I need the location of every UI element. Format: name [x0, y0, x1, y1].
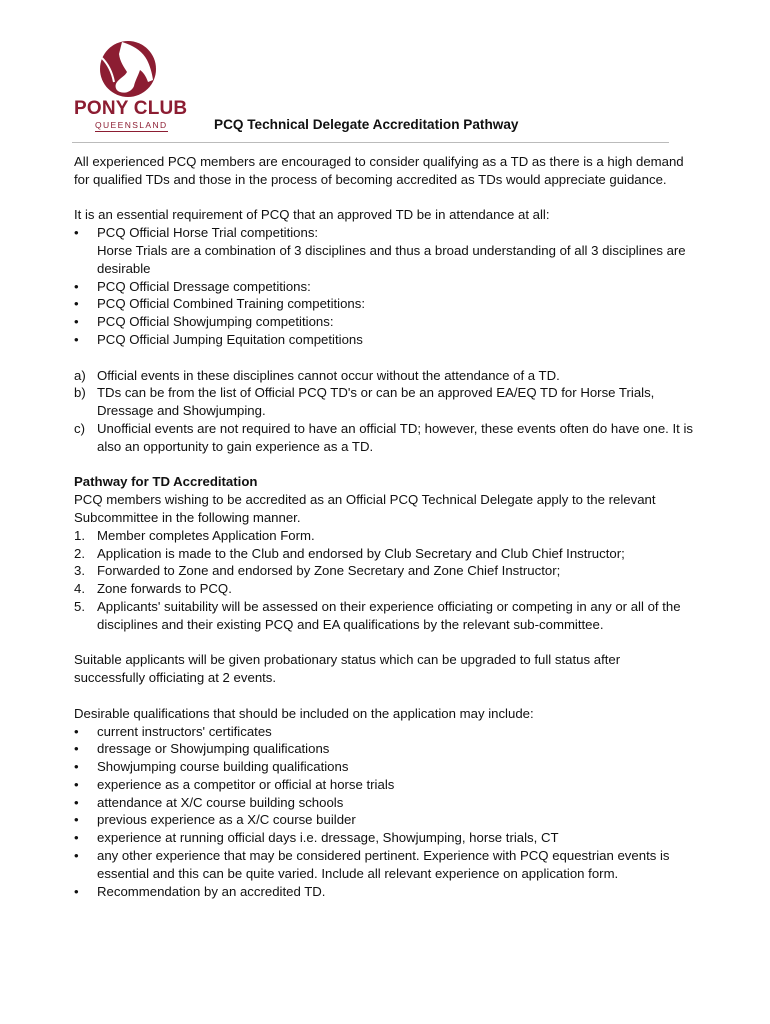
logo-wordmark: PONY CLUB: [74, 98, 188, 119]
bullet: •: [74, 883, 79, 899]
bullet: •: [74, 830, 79, 846]
list-marker: b): [74, 385, 86, 401]
list-item: [74, 367, 694, 385]
pony-club-logo: [72, 36, 190, 132]
list-item: [74, 562, 694, 580]
list-item-text: current instructors' certificates: [97, 723, 272, 739]
list-item-text: Applicants' suitability will be assessed on their experience officiating or competing in any or all of the disciplines and their existing PCQ and EA qualifications by the relevant sub-committee.: [97, 598, 681, 632]
list-marker: 3.: [74, 563, 85, 579]
list-item: [74, 847, 694, 883]
bullet: •: [74, 296, 79, 312]
horse-trials-note: Horse Trials are a combination of 3 disciplines and thus a broad understanding of all 3 disciplines are desirable: [97, 242, 686, 276]
requirement-list: [74, 224, 694, 349]
bullet: •: [74, 225, 79, 241]
horse-head-icon: [72, 36, 190, 98]
list-item-text: experience as a competitor or official at horse trials: [97, 776, 395, 792]
list-item: [74, 883, 694, 901]
bullet: •: [74, 776, 79, 792]
bullet: •: [74, 759, 79, 775]
list-item-text: Unofficial events are not required to have an official TD; however, these events often do have one. It is also an opportunity to gain experience as a TD.: [97, 420, 693, 454]
bullet: •: [74, 741, 79, 757]
list-item: [74, 278, 694, 296]
pathway-steps: [74, 527, 694, 634]
list-item-text: any other experience that may be considered pertinent. Experience with PCQ equestrian events is essential and this can be quite varied. Include all relevant experience on application form.: [97, 848, 670, 881]
list-item-text: previous experience as a X/C course builder: [97, 812, 356, 828]
section-heading: Pathway for TD Accreditation: [74, 474, 258, 490]
list-item-text: TDs can be from the list of Official PCQ TD's or can be an approved EA/EQ TD for Horse Trials, Dressage and Showjumping.: [97, 385, 655, 419]
list-item-text: Showjumping course building qualifications: [97, 759, 349, 775]
list-item-text: experience at running official days i.e. dressage, Showjumping, horse trials, CT: [97, 830, 559, 846]
title-divider: [72, 142, 669, 143]
bullet: •: [74, 278, 79, 294]
list-marker: 1.: [74, 527, 85, 543]
list-item-text: PCQ Official Showjumping competitions:: [97, 314, 334, 330]
notes-list: [74, 367, 694, 456]
list-item-text: PCQ Official Dressage competitions:: [97, 278, 311, 294]
list-item: [74, 580, 694, 598]
list-item: [74, 811, 694, 829]
bullet: •: [74, 331, 79, 347]
bullet: •: [74, 812, 79, 828]
list-item-text: attendance at X/C course building schools: [97, 794, 344, 810]
document-body: [74, 153, 694, 900]
bullet: •: [74, 723, 79, 739]
list-marker: 5.: [74, 598, 85, 614]
list-item-text: Official events in these disciplines cannot occur without the attendance of a TD.: [97, 367, 560, 383]
list-item: [74, 384, 694, 420]
list-marker: c): [74, 420, 85, 436]
list-item-text: Application is made to the Club and endorsed by Club Secretary and Club Chief Instructor;: [97, 545, 625, 561]
list-item: [74, 527, 694, 545]
list-item: [74, 295, 694, 313]
probation-paragraph: Suitable applicants will be given probationary status which can be upgraded to full status after successfully officiating at 2 events.: [74, 652, 621, 686]
list-item-text: PCQ Official Horse Trial competitions:: [97, 225, 319, 241]
qualifications-list: [74, 723, 694, 901]
list-marker: a): [74, 367, 86, 383]
logo-subtitle: QUEENSLAND: [95, 120, 168, 130]
list-item-text: Forwarded to Zone and endorsed by Zone Secretary and Zone Chief Instructor;: [97, 563, 561, 579]
bullet: •: [74, 848, 79, 864]
list-item: [74, 420, 694, 456]
list-item: [74, 723, 694, 741]
list-item-text: PCQ Official Jumping Equitation competitions: [97, 331, 363, 347]
bullet: •: [74, 794, 79, 810]
list-item: [74, 794, 694, 812]
list-marker: 2.: [74, 545, 85, 561]
bullet: •: [74, 314, 79, 330]
list-item: [74, 758, 694, 776]
list-item: [74, 740, 694, 758]
list-item: [74, 331, 694, 349]
intro-paragraph: All experienced PCQ members are encouraged to consider qualifying as a TD as there is a high demand for qualified TDs and those in the process of becoming accredited as TDs would appreciate guidance.: [74, 154, 684, 187]
list-item-text: Zone forwards to PCQ.: [97, 581, 232, 597]
list-item: [74, 598, 694, 634]
list-item-text: Member completes Application Form.: [97, 527, 315, 543]
pathway-intro: PCQ members wishing to be accredited as an Official PCQ Technical Delegate apply to the relevant Subcommittee in the following manner.: [74, 492, 656, 525]
qualifications-intro: Desirable qualifications that should be included on the application may include:: [74, 705, 534, 721]
list-item: [74, 313, 694, 331]
list-marker: 4.: [74, 581, 85, 597]
requirement-intro: It is an essential requirement of PCQ that an approved TD be in attendance at all:: [74, 207, 550, 223]
list-item: [74, 829, 694, 847]
page-title: PCQ Technical Delegate Accreditation Pathway: [214, 117, 519, 132]
list-item-text: Recommendation by an accredited TD.: [97, 883, 326, 899]
list-item-text: PCQ Official Combined Training competitions:: [97, 296, 366, 312]
list-item: [74, 545, 694, 563]
list-item: [74, 224, 694, 277]
list-item: [74, 776, 694, 794]
list-item-text: dressage or Showjumping qualifications: [97, 741, 330, 757]
